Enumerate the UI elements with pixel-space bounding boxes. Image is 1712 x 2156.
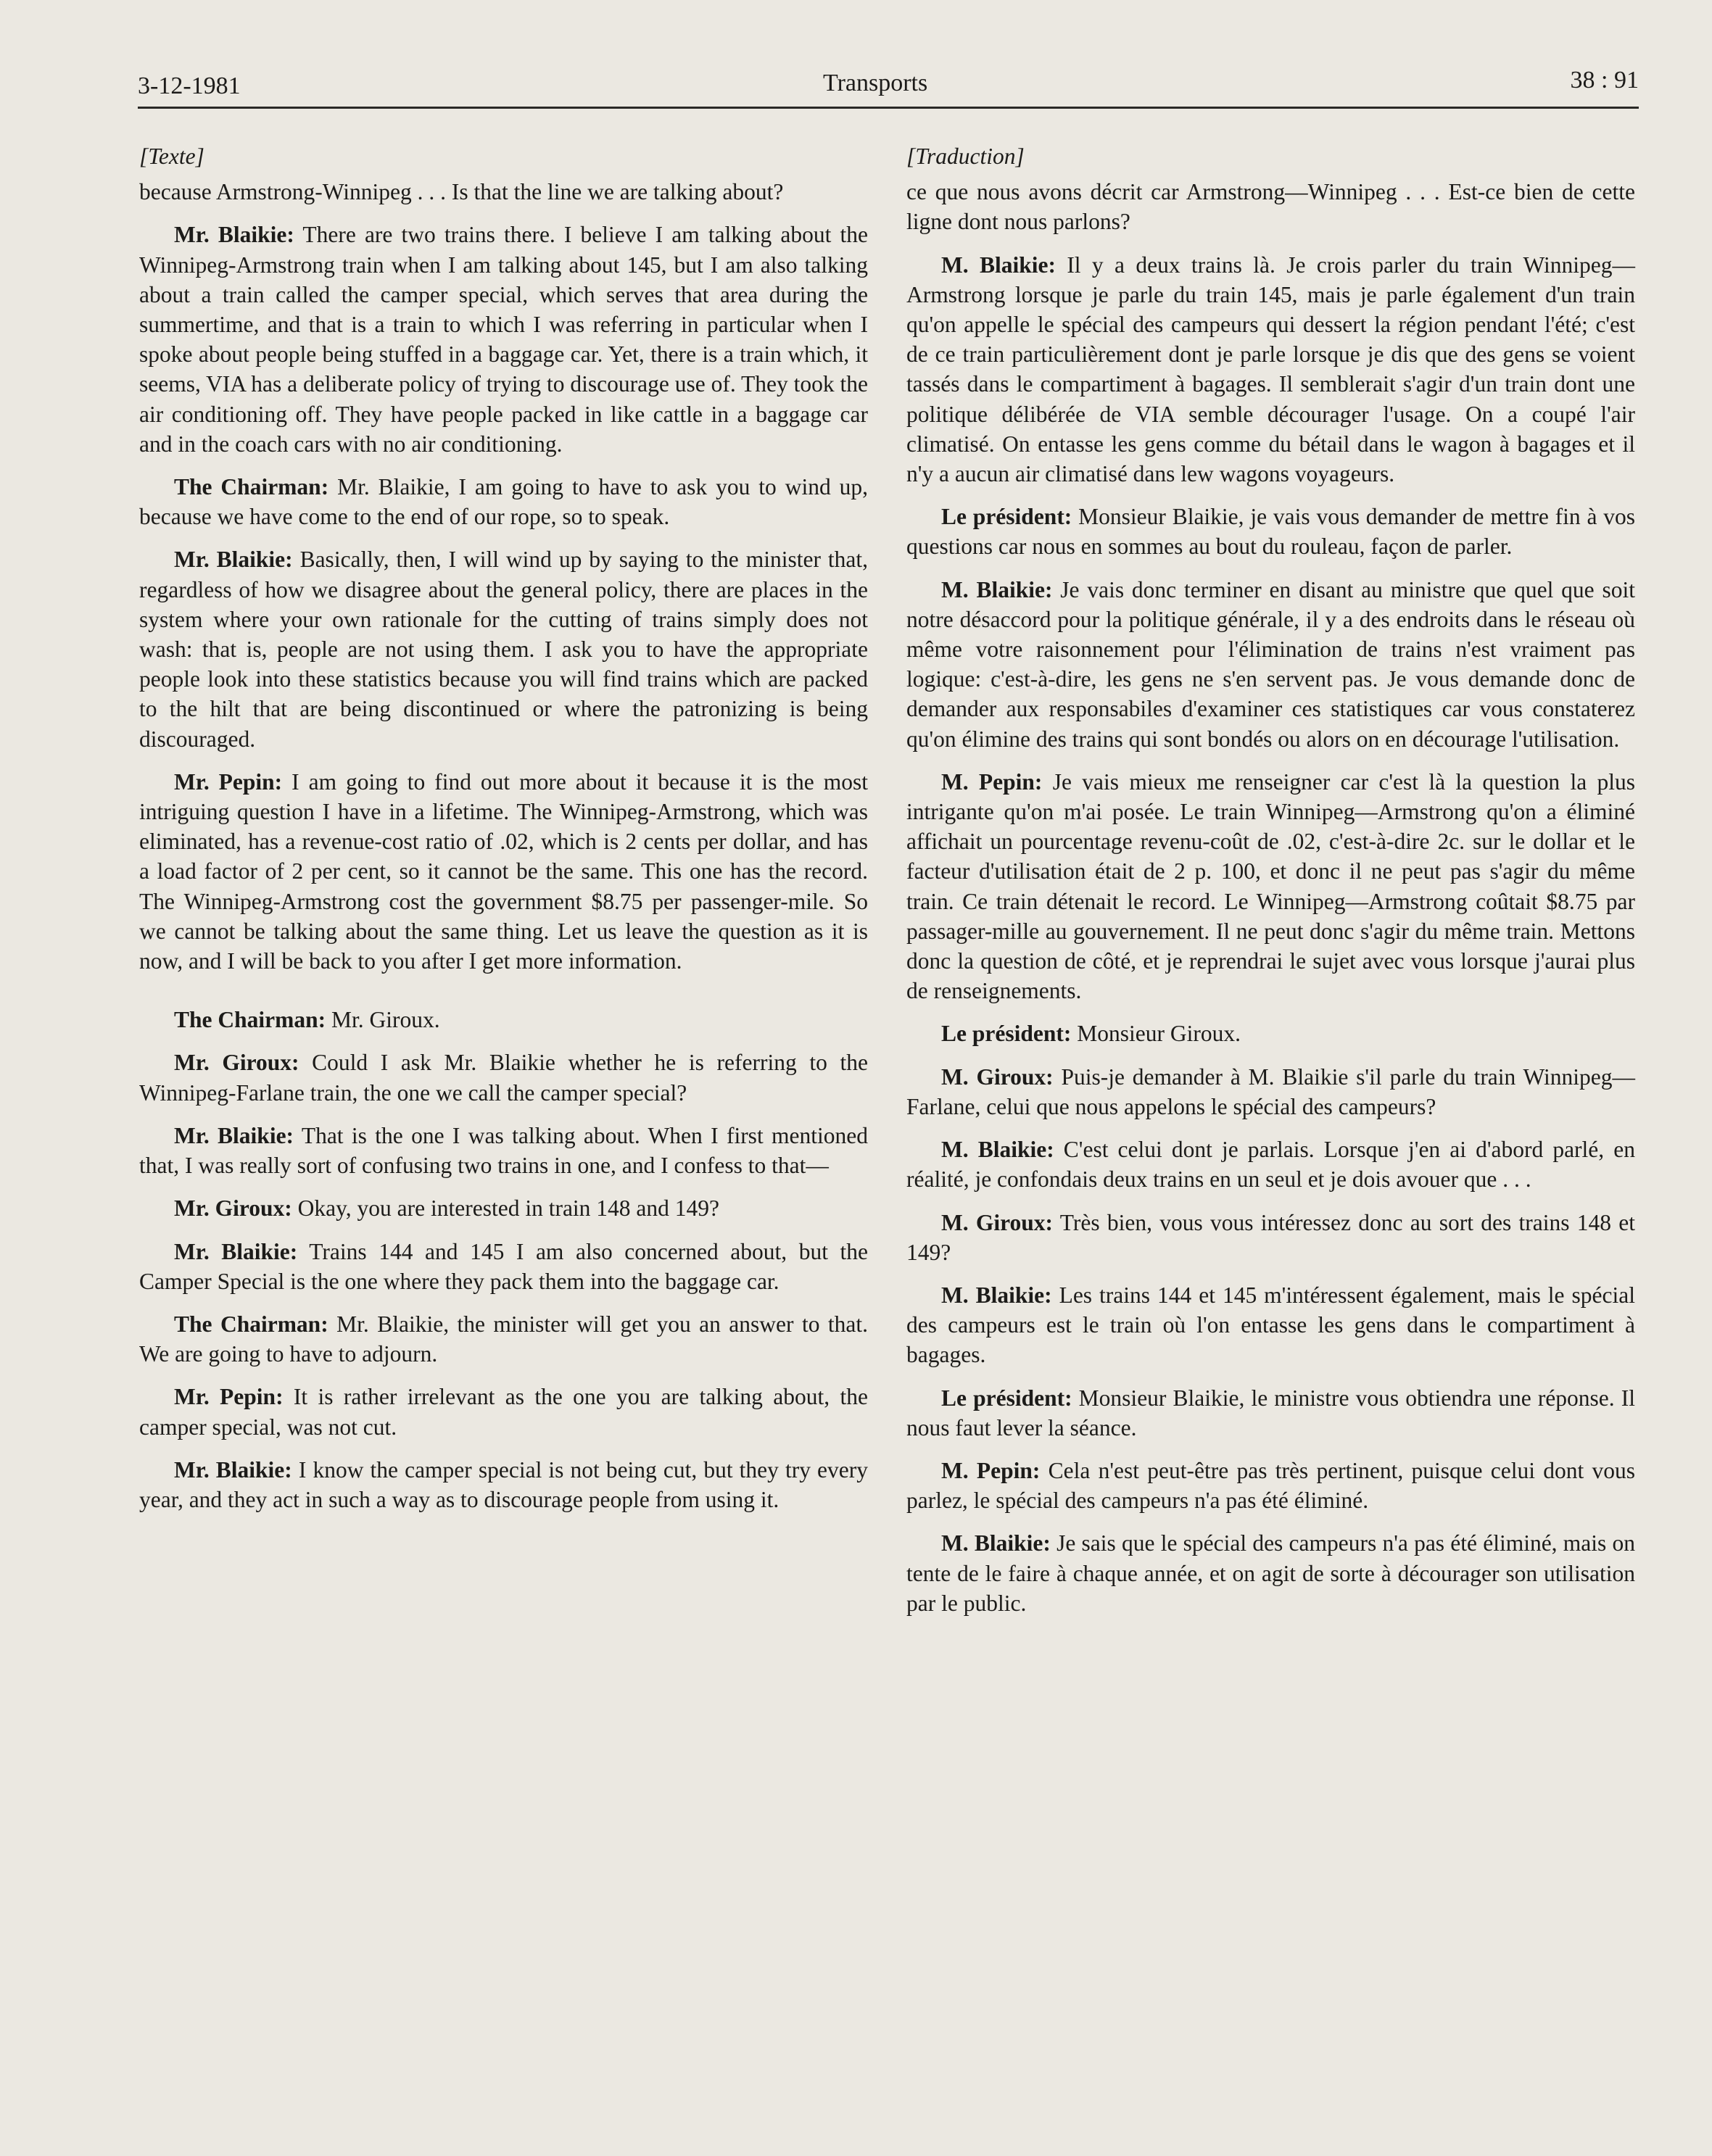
speech-text: Je vais donc terminer en disant au ministre que quel que soit notre désaccord pour la politique générale, il y a des endroits dans le réseau où même votre raisonnement pour l'élimination de trains n'est vraiment pas logique: c'est-à-dire, les gens ne s'en servent pas. Je vous demande donc de demander aux responsabiles d'examiner ces statistiques car vous constaterez qu'on élimine des trains qui sont bondés ou alors on en décourage l'utilisation. (906, 576, 1635, 752)
speech-paragraph (906, 1528, 1635, 1618)
language-tag: [Traduction] (906, 144, 1025, 169)
speaker-name: M. Blaikie: (941, 252, 1056, 278)
speaker-name: Le président: (941, 1385, 1072, 1411)
speaker-name: M. Pepin: (941, 1457, 1041, 1483)
header-page-number: 38 : 91 (1570, 67, 1639, 94)
speech-text: Trains 144 and 145 I am also concerned about, but the Camper Special is the one where they pack them into the baggage car. (139, 1238, 869, 1294)
speech-paragraph (139, 1193, 868, 1223)
speech-paragraph (139, 544, 868, 753)
speaker-name: The Chairman: (174, 1007, 326, 1033)
speech-paragraph (139, 1309, 868, 1369)
speech-text: Basically, then, I will wind up by saying to the minister that, regardless of how we disagree about the general policy, there are places in the system where your own rationale for the cutting of trains simply does not wash: that is, people are not using them. I ask you to have the appropriate people look into these statistics because you will find trains which are packed to the hilt that are being discontinued or where the patronizing is being discouraged. (139, 547, 868, 752)
speech-paragraph (139, 1048, 868, 1107)
speech-text: Je sais que le spécial des campeurs n'a pas été éliminé, mais on tente de le faire à chaque année, et on agit de sorte à décourager son utilisation par le public. (906, 1530, 1635, 1616)
speaker-name: M. Blaikie: (941, 1282, 1052, 1308)
speech-text: Il y a deux trains là. Je crois parler du train Winnipeg—Armstrong lorsque je parle du train 145, mais je parle également d'un train qu'on appelle le spécial des campeurs qui dessert la région pendant l'été; c'est de ce train particulièrement dont je parle lorsque je dis que des gens se voient tassés dans le compartiment à bagages. Il semblerait s'agir d'un train dont une politique délibérée de VIA semble décourager l'usage. On a coupé l'air climatisé. On entasse les gens comme du bétail dans le wagon à bagages et il n'y a aucun air climatisé dans lew wagons voyageurs. (906, 252, 1635, 487)
speech-text: I know the camper special is not being cut, but they try every year, and they act in such a way as to discourage people from using it. (139, 1456, 868, 1512)
speech-text: Je vais mieux me renseigner car c'est là la question la plus intrigante qu'on m'ai posée. Le train Winnipeg—Armstrong qu'on a éliminé affichait un pourcentage revenu-coût de .02, c'est-à-dire 2c. sur le dollar et le facteur d'utilisation était de 2 p. 100, et donc il ne peut pas s'agir du même train. Ce train détenait le record. Le Winnipeg—Armstrong coûtait $8.75 par passager-mille au gouvernement. Il ne peut donc s'agir du même train. Mettons donc la question de côté, et je reprendrai le sujet avec vous lorsque j'aurai plus de renseignements. (906, 768, 1636, 1004)
speech-paragraph (906, 1135, 1635, 1194)
speech-paragraph (139, 1005, 868, 1035)
header-rule (138, 107, 1639, 109)
speaker-name: Le président: (941, 1021, 1072, 1047)
speaker-name: Mr. Pepin: (174, 768, 283, 795)
column-french (906, 141, 1635, 1631)
header-date: 3-12-1981 (138, 72, 241, 99)
speech-text: I am going to find out more about it because it is the most intriguing question I have in a lifetime. The Winnipeg-Armstrong, which was eliminated, has a revenue-cost ratio of .02, which is 2 cents per dollar, and has a load factor of 2 per cent, so it cannot be the same. This one has the record. The Winnipeg-Armstrong cost the government $8.75 per passenger-mile. So we cannot be talking about the same thing. Let us leave the question as it is now, and I will be back to you after I get more information. (139, 768, 869, 974)
speaker-name: Mr. Blaikie: (174, 1238, 298, 1264)
speech-text: Puis-je demander à M. Blaikie s'il parle du train Winnipeg—Farlane, celui que nous appelons le spécial des campeurs? (906, 1064, 1636, 1119)
speaker-name: M. Pepin: (941, 768, 1043, 795)
speech-text: Mr. Blaikie, the minister will get you an answer to that. We are going to have to adjourn. (139, 1311, 868, 1367)
speech-text: That is the one I was talking about. When I first mentioned that, I was really sort of confusing two trains in one, and I confess to that— (139, 1122, 869, 1179)
speech-paragraph (906, 767, 1635, 1006)
speaker-name: Mr. Blaikie: (174, 222, 294, 248)
speaker-name: Mr. Pepin: (174, 1384, 284, 1410)
speech-text: Cela n'est peut-être pas très pertinent, puisque celui dont vous parlez, le spécial des campeurs n'a pas été éliminé. (906, 1457, 1636, 1514)
speech-paragraph (906, 1019, 1635, 1048)
speech-paragraph (906, 1383, 1635, 1443)
speech-text: Très bien, vous vous intéressez donc au sort des trains 148 et 149? (906, 1209, 1635, 1265)
speaker-name: Mr. Blaikie: (174, 1456, 292, 1483)
speech-text: Monsieur Blaikie, je vais vous demander de mettre fin à vos questions car nous en sommes au bout du rouleau, façon de parler. (906, 504, 1636, 560)
speech-paragraph (906, 575, 1635, 754)
speech-text: Monsieur Giroux. (1071, 1021, 1241, 1047)
speech-text: Okay, you are interested in train 148 and 149? (291, 1195, 720, 1222)
speech-text: C'est celui dont je parlais. Lorsque j'en ai d'abord parlé, en réalité, je confondais deux trains en un seul et je dois avouer que . . . (906, 1137, 1635, 1193)
speech-paragraph (906, 1456, 1635, 1515)
speaker-name: Mr. Giroux: (174, 1050, 299, 1076)
speech-text: Could I ask Mr. Blaikie whether he is referring to the Winnipeg-Farlane train, the one we call the camper special? (139, 1050, 868, 1106)
speaker-name: M. Blaikie: (941, 1137, 1054, 1163)
continued-paragraph: because Armstrong-Winnipeg . . . Is that the line we are talking about? (139, 179, 784, 205)
speech-paragraph (906, 1208, 1635, 1267)
running-header (138, 67, 1639, 110)
speech-paragraph (139, 472, 868, 531)
speech-paragraph (906, 1062, 1635, 1121)
speaker-name: The Chairman: (174, 474, 329, 500)
continued-paragraph: ce que nous avons décrit car Armstrong—Winnipeg . . . Est-ce bien de cette ligne dont nous parlons? (906, 179, 1635, 235)
speaker-name: M. Blaikie: (941, 576, 1053, 602)
speech-paragraph (139, 1237, 868, 1296)
speaker-name: Mr. Blaikie: (174, 1122, 294, 1148)
speech-text: It is rather irrelevant as the one you are talking about, the camper special, was not cut. (139, 1384, 868, 1440)
speech-text: Monsieur Blaikie, le ministre vous obtiendra une réponse. Il nous faut lever la séance. (906, 1385, 1635, 1440)
speaker-name: M. Blaikie: (941, 1530, 1051, 1556)
speech-text: There are two trains there. I believe I am talking about the Winnipeg-Armstrong train when I am talking about 145, but I am also talking about a train called the camper special, which serves that area during the summertime, and that is a train to which I was referring in particular when I spoke about people being stuffed in a baggage car. Yet, there is a train which, it seems, VIA has a deliberate policy of trying to discourage use of. They took the air conditioning off. They have people packed in like cattle in a baggage car and in the coach cars with no air conditioning. (139, 222, 869, 457)
speech-paragraph (139, 1121, 868, 1180)
speaker-name: M. Giroux: (941, 1064, 1054, 1090)
column-english (139, 141, 868, 1527)
speech-paragraph (906, 1280, 1635, 1370)
speech-text: Mr. Blaikie, I am going to have to ask you to wind up, because we have come to the end of our rope, so to speak. (139, 474, 868, 530)
speech-paragraph (906, 250, 1635, 489)
speech-paragraph (139, 1455, 868, 1514)
speech-paragraph (139, 220, 868, 459)
speaker-name: Mr. Blaikie: (174, 547, 293, 573)
speech-text: Mr. Giroux. (326, 1007, 440, 1033)
speech-paragraph (139, 1382, 868, 1441)
language-tag: [Texte] (139, 144, 204, 169)
speech-paragraph (906, 502, 1635, 561)
speech-paragraph (139, 767, 868, 976)
speaker-name: Le président: (941, 504, 1072, 530)
speaker-name: The Chairman: (174, 1311, 328, 1337)
speech-text: Les trains 144 et 145 m'intéressent également, mais le spécial des campeurs est le train où l'on entasse les gens dans le compartiment à bagages. (906, 1282, 1635, 1368)
speaker-name: Mr. Giroux: (174, 1195, 292, 1222)
header-title: Transports (823, 70, 928, 96)
speaker-name: M. Giroux: (941, 1209, 1054, 1235)
